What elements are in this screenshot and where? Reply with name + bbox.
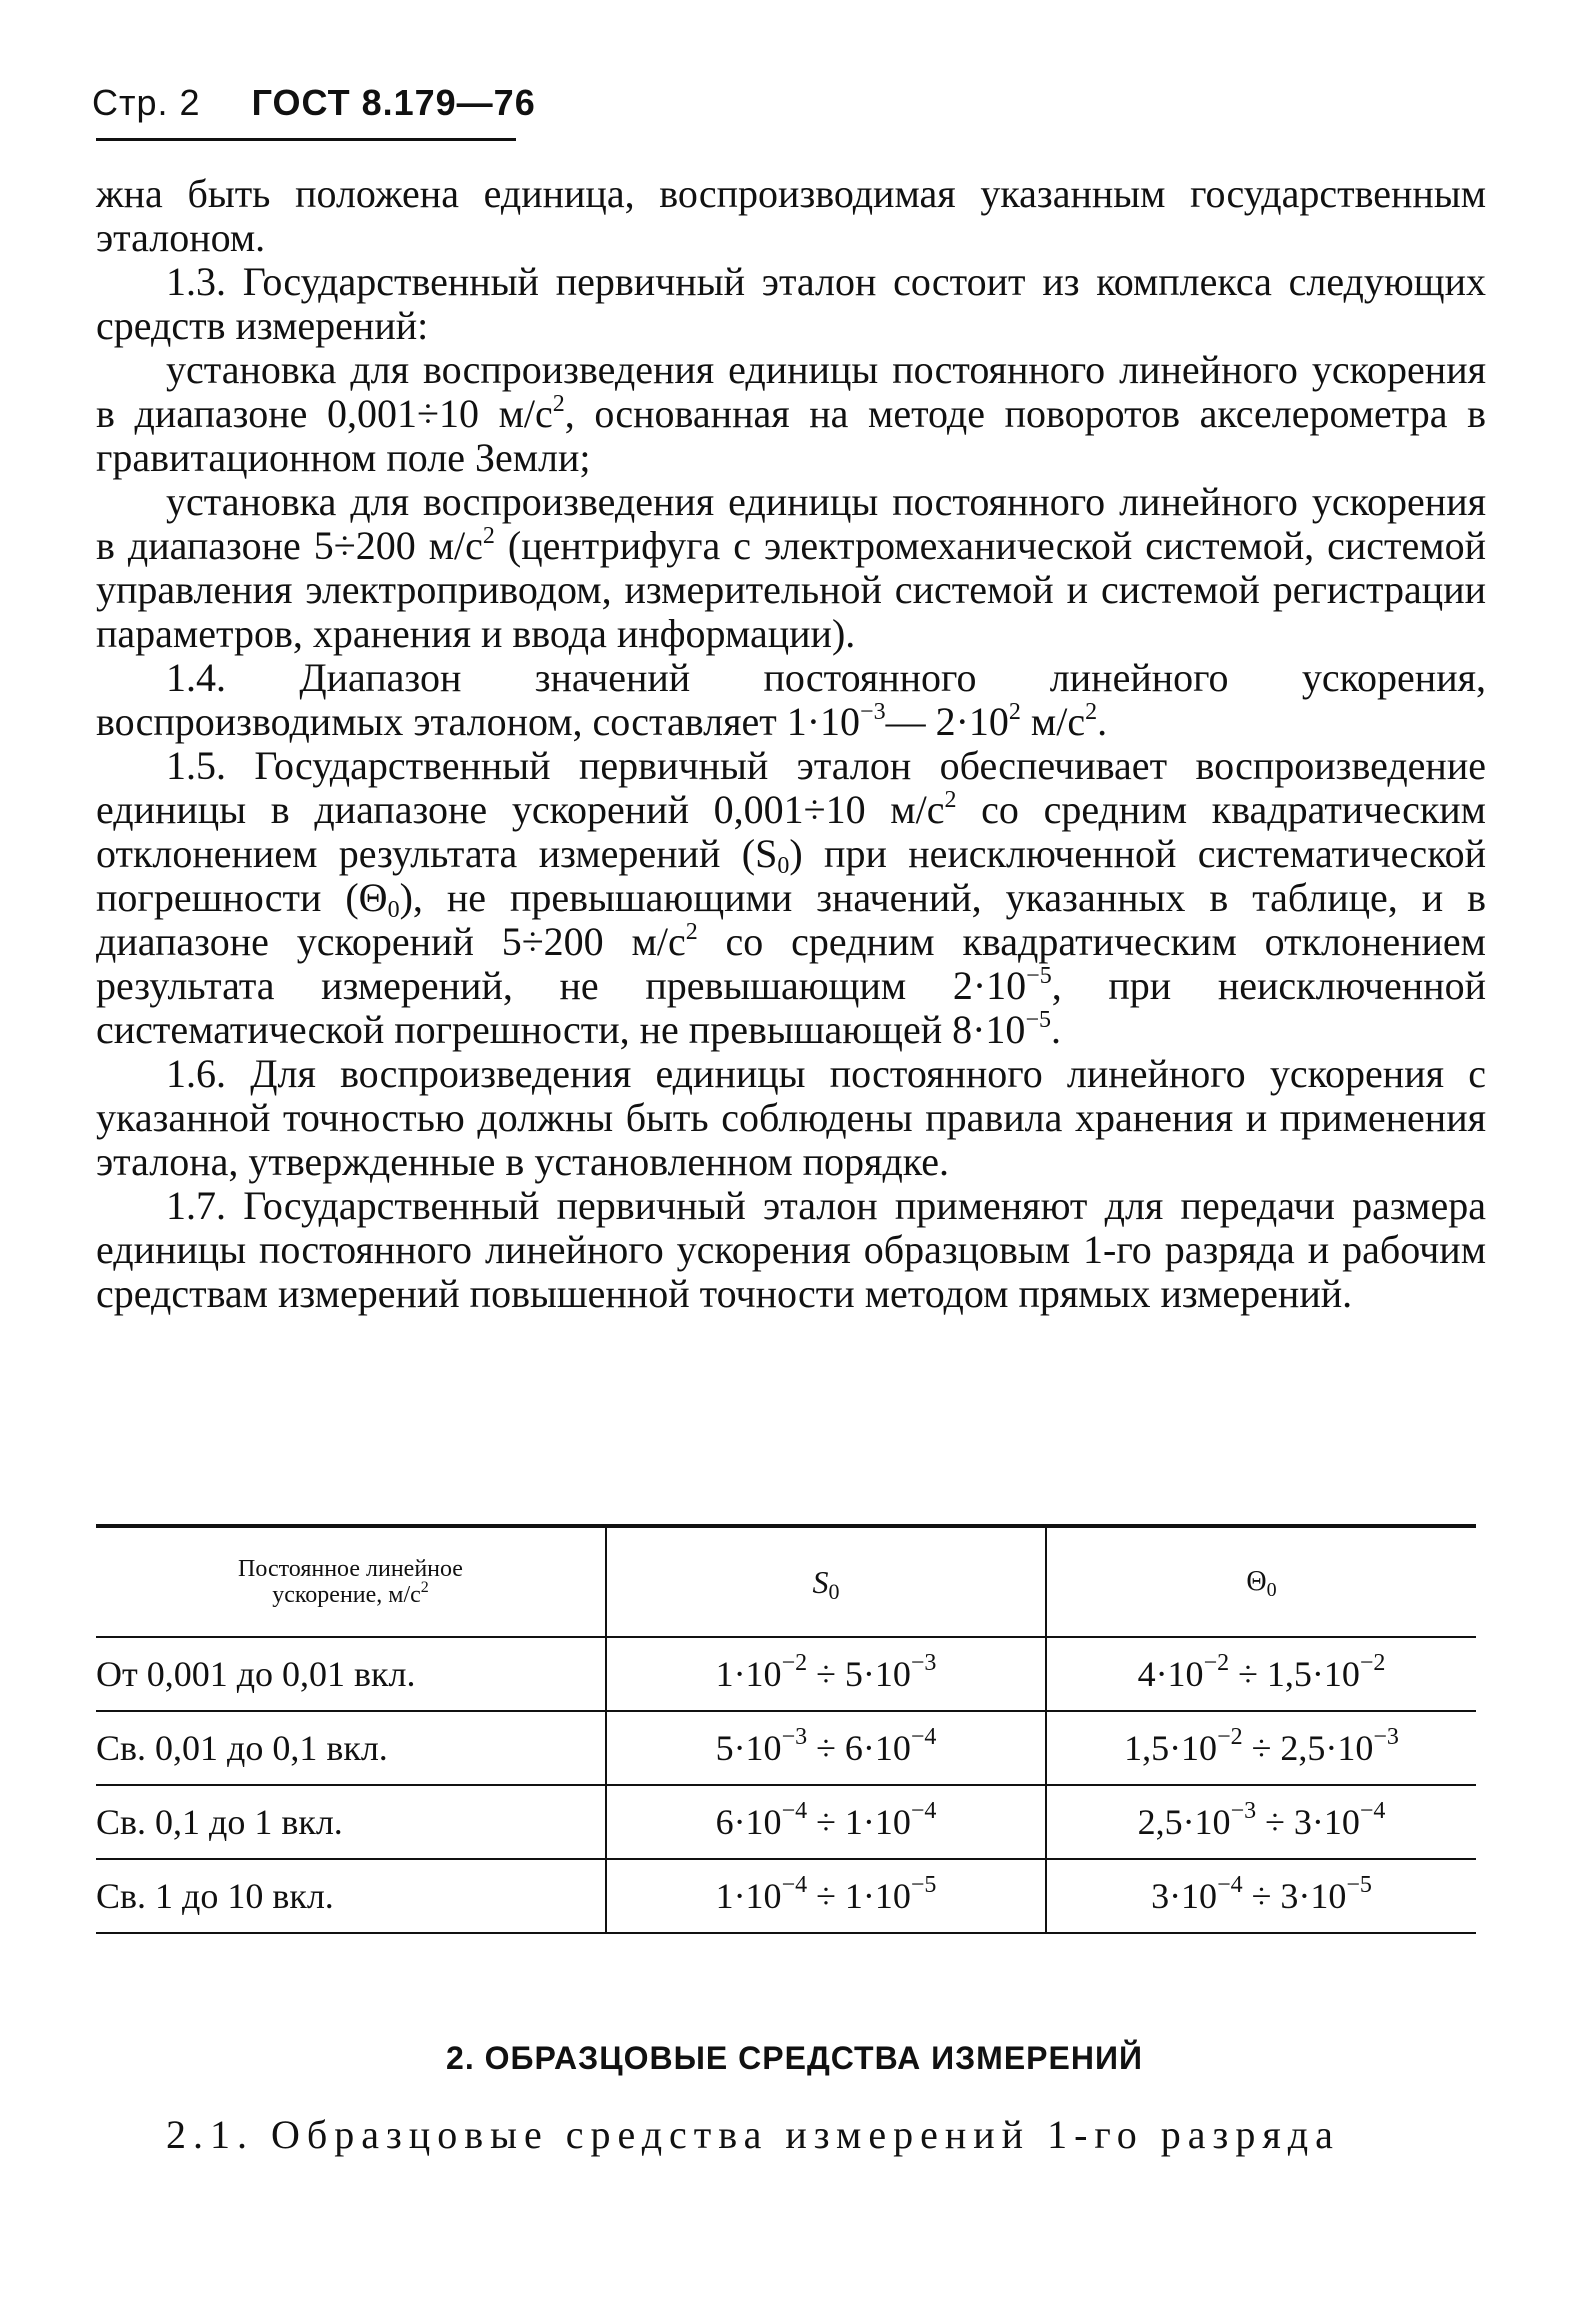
body-text bbox=[96, 172, 1486, 1316]
cell-theta0: $4\cdot 10^{-2} \div 1,5\cdot 10^{-2}$ bbox=[1046, 1637, 1476, 1711]
table-row bbox=[96, 1859, 1476, 1933]
accuracy-table bbox=[96, 1528, 1476, 1934]
page-header bbox=[92, 82, 536, 124]
header-s0: $S_0$ bbox=[606, 1528, 1046, 1637]
cell-range: От 0,001 до 0,01 вкл. bbox=[96, 1637, 606, 1711]
cell-s0: $1\cdot 10^{-4} \div 1\cdot 10^{-5}$ bbox=[606, 1859, 1046, 1933]
cell-theta0: $1,5\cdot 10^{-2} \div 2,5\cdot 10^{-3}$ bbox=[1046, 1711, 1476, 1785]
table-row bbox=[96, 1711, 1476, 1785]
page-number: Стр. 2 bbox=[92, 82, 201, 123]
paragraph-2-1: 2.1. Образцовые средства измерений 1-го разряда bbox=[166, 2112, 1340, 2157]
paragraph-1-3-a: установка для воспроизведения единицы постоянного линейного ускорения в диапазоне 0,001÷10 $м/с^2$, основанная на методе поворотов акселерометра в гравитационном поле Земли; bbox=[96, 347, 1487, 480]
paragraph-1-7: 1.7. Государственный первичный эталон применяют для передачи размера единицы постоянного линейного ускорения образцовым 1-го разряда и рабочим средствам измерений повышенной точности методом прямых измерений. bbox=[96, 1183, 1486, 1316]
paragraph-1-6: 1.6. Для воспроизведения единицы постоянного линейного ускорения с указанной точностью должны быть соблюдены правила хранения и применения эталона, утвержденные в установленном порядке. bbox=[96, 1051, 1486, 1184]
cell-range: Св. 0,1 до 1 вкл. bbox=[96, 1785, 606, 1859]
header-theta0: $\Theta_0$ bbox=[1046, 1528, 1476, 1637]
cell-s0: $5\cdot 10^{-3} \div 6\cdot 10^{-4}$ bbox=[606, 1711, 1046, 1785]
header-rule bbox=[96, 138, 516, 141]
cell-theta0: $3\cdot 10^{-4} \div 3\cdot 10^{-5}$ bbox=[1046, 1859, 1476, 1933]
section-2-text bbox=[96, 2110, 1486, 2160]
paragraph-1-3-b: установка для воспроизведения единицы постоянного линейного ускорения в диапазоне 5÷200 $м/с^2$ (центрифуга с электромеханической системой, системой управления электроприводом, измерительной системой и системой регистрации параметров, хранения и ввода информации). bbox=[96, 479, 1486, 656]
cell-theta0: $2,5\cdot 10^{-3} \div 3\cdot 10^{-4}$ bbox=[1046, 1785, 1476, 1859]
header-acceleration: Постоянное линейное ускорение, $м/с^2$ bbox=[96, 1528, 606, 1637]
paragraph-1-4: 1.4. Диапазон значений постоянного линейного ускорения, воспроизводимых эталоном, составляет $1\cdot 10^{-3}—$ $2\cdot 10^2$ $м/с^2$. bbox=[96, 655, 1486, 744]
cell-s0: $1\cdot 10^{-2} \div 5\cdot 10^{-3}$ bbox=[606, 1637, 1046, 1711]
paragraph-1-3: 1.3. Государственный первичный эталон состоит из комплекса следующих средств измерений: bbox=[96, 259, 1486, 348]
cell-range: Св. 0,01 до 0,1 вкл. bbox=[96, 1711, 606, 1785]
table-row bbox=[96, 1785, 1476, 1859]
paragraph-continuation: жна быть положена единица, воспроизводимая указанным государственным эталоном. bbox=[96, 171, 1486, 260]
cell-s0: $6\cdot 10^{-4} \div 1\cdot 10^{-4}$ bbox=[606, 1785, 1046, 1859]
document-code: ГОСТ 8.179—76 bbox=[251, 82, 536, 123]
table-row bbox=[96, 1637, 1476, 1711]
table-header-row bbox=[96, 1528, 1476, 1637]
section-2-title: 2. ОБРАЗЦОВЫЕ СРЕДСТВА ИЗМЕРЕНИЙ bbox=[446, 2040, 1143, 2076]
paragraph-1-5: 1.5. Государственный первичный эталон обеспечивает воспроизведение единицы в диапазоне ускорений 0,001÷10 $м/с^2$ со средним квадратическим отклонением результата измерений $(S_0)$ при неисключенной систематической погрешности $(\Theta_0)$, не превышающими значений, указанных в таблице, и в диапазоне ускорений 5÷200 $м/с^2$ со средним квадратическим отклонением результата измерений, не превышающим $2\cdot 10^{-5}$, при неисключенной систематической погрешности, не превышающей $8\cdot 10^{-5}$. bbox=[96, 743, 1486, 1052]
cell-range: Св. 1 до 10 вкл. bbox=[96, 1859, 606, 1933]
